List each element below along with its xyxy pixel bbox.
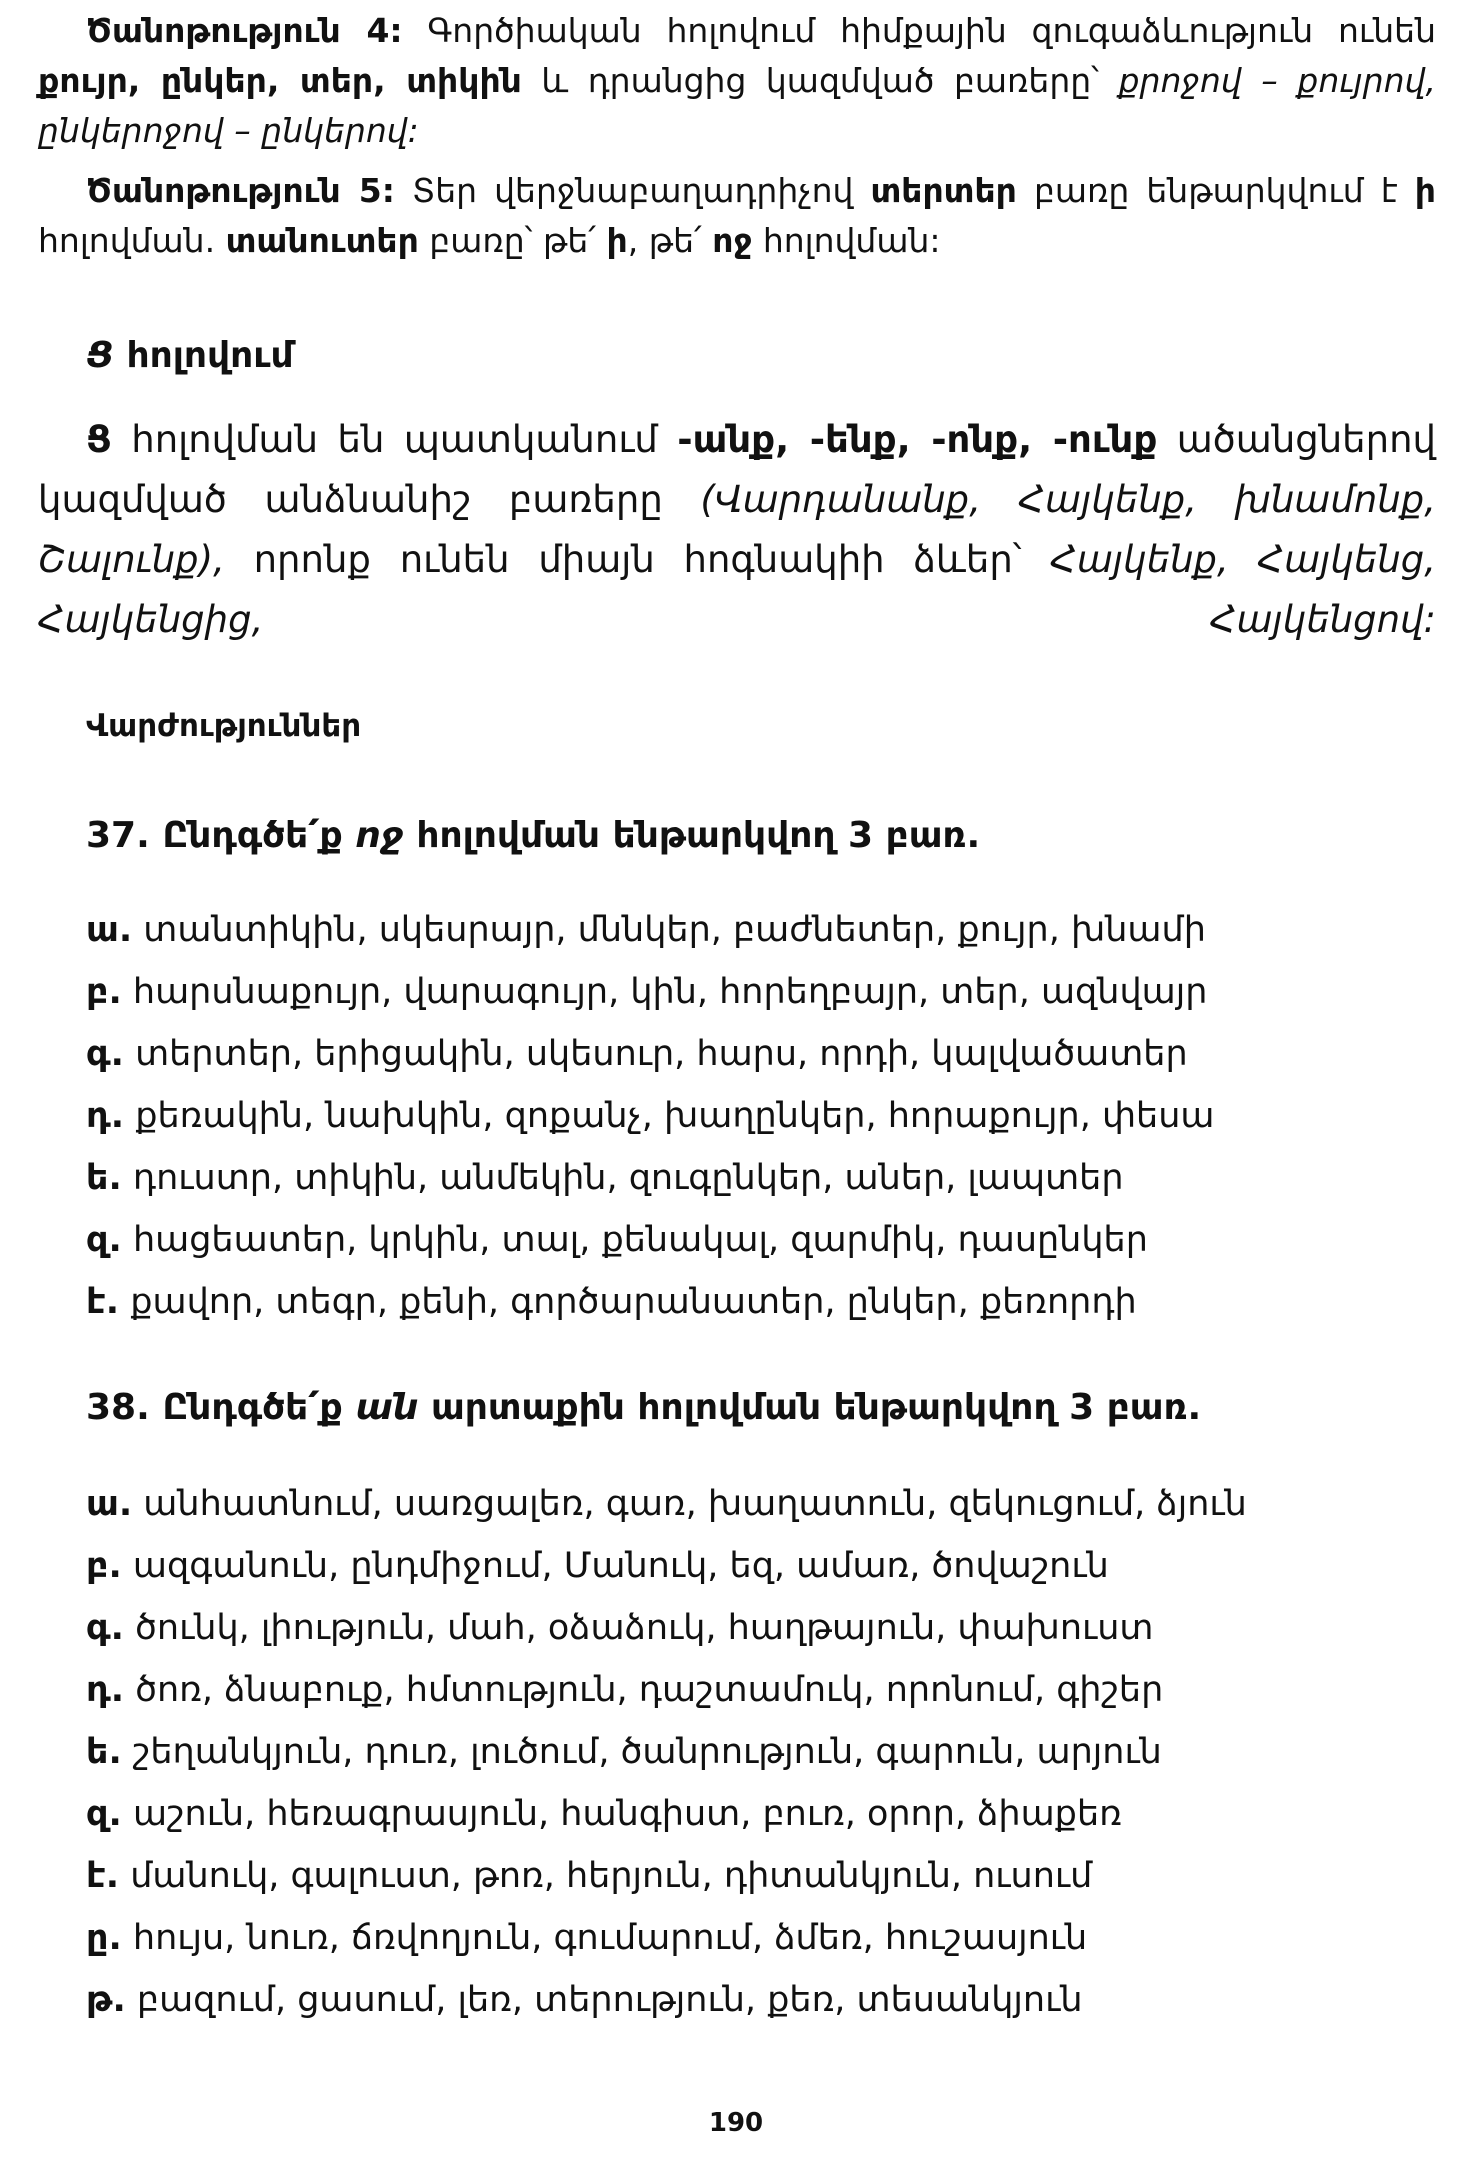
option-text: ծունկ, լիություն, մահ, օձաձուկ, հաղթայուն, փախուստ bbox=[135, 1608, 1154, 1648]
option-letter: թ. bbox=[86, 1980, 126, 2020]
option-text: բազում, ցասում, լեռ, տերություն, քեռ, տեսանկյուն bbox=[136, 1980, 1083, 2020]
question-37-option bbox=[86, 1218, 1148, 1262]
ts-rule-examples-1: (Վարդանանք, Հայկենք, խնամոնք, Շալունք), bbox=[38, 478, 1437, 581]
option-text: մանուկ, գալուստ, թոռ, հերյուն, դիտանկյուն, ուսում bbox=[130, 1856, 1093, 1896]
page-number: 190 bbox=[708, 2108, 764, 2138]
ts-rule-examples-2: Հայկենք, Հայկենց, Հայկենցից, Հայկենցով: bbox=[38, 538, 1436, 641]
exercises-heading: Վարժություններ bbox=[86, 708, 362, 744]
option-letter: բ. bbox=[86, 972, 122, 1012]
question-38-option bbox=[86, 1854, 1092, 1898]
note-5-label: Ծանոթություն 5: bbox=[86, 171, 395, 210]
question-38-option bbox=[86, 1606, 1154, 1650]
question-37-option bbox=[86, 908, 1206, 952]
option-text: դուստր, տիկին, անմեկին, զուգընկեր, աներ, լապտեր bbox=[132, 1158, 1124, 1198]
question-38-option bbox=[86, 1916, 1087, 1960]
option-letter: ե. bbox=[86, 1732, 122, 1772]
option-text: տերտեր, երիցակին, սկեսուր, հարս, որդի, կալվածատեր bbox=[135, 1034, 1188, 1074]
option-letter: ը. bbox=[86, 1918, 122, 1958]
note-4-label: Ծանոթություն 4: bbox=[86, 11, 403, 50]
option-text: տանտիկին, սկեսրայր, մննկեր, բաժնետեր, քույր, խնամի bbox=[143, 910, 1206, 950]
question-37-text-2: հոլովման ենթարկվող 3 բառ. bbox=[403, 815, 981, 856]
question-37-option bbox=[86, 970, 1207, 1014]
question-38-italic: ան bbox=[355, 1387, 419, 1428]
section-heading-letter: Ց bbox=[86, 335, 114, 376]
option-text: անհատնում, սառցալեռ, գառ, խաղատուն, զեկուցում, ձյուն bbox=[143, 1484, 1247, 1524]
question-38-option bbox=[86, 1482, 1247, 1526]
question-37-text-1: Ընդգծե՛ք bbox=[149, 815, 356, 856]
section-heading-ts bbox=[86, 334, 294, 378]
option-text: հույս, նուռ, ճռվողյուն, գումարում, ձմեռ, հուշասյուն bbox=[132, 1918, 1088, 1958]
option-letter: բ. bbox=[86, 1546, 122, 1586]
option-text: քեռակին, նախկին, զոքանչ, խաղընկեր, հորաքույր, փեսա bbox=[135, 1096, 1215, 1136]
option-letter: դ. bbox=[86, 1096, 125, 1136]
note-5-text-5: , թե՛ bbox=[627, 221, 713, 260]
question-37-italic: ոջ bbox=[355, 815, 404, 856]
question-38-option bbox=[86, 1730, 1162, 1774]
note-5-text-4: բառը՝ թե՛ bbox=[418, 221, 607, 260]
ts-rule-text-2: ածանցներով կազմված անձնանիշ բառերը bbox=[38, 418, 1436, 521]
question-38-option bbox=[86, 1544, 1109, 1588]
option-text: շեղանկյուն, դուռ, լուծում, ծանրություն, գարուն, արյուն bbox=[132, 1732, 1162, 1772]
option-letter: ե. bbox=[86, 1158, 122, 1198]
question-38-number: 38. bbox=[86, 1387, 150, 1428]
note-5-text-1: Տեր վերջնաբաղադրիչով bbox=[394, 171, 871, 210]
question-38-text-1: Ընդգծե՛ք bbox=[149, 1387, 356, 1428]
question-37-title bbox=[86, 814, 980, 858]
question-37-option bbox=[86, 1032, 1188, 1076]
note-4-text-2: և դրանցից կազմված բառերը՝ bbox=[521, 61, 1119, 100]
note-4-text-1: Գործիական հոլովում հիմքային զուգաձևություն ունեն bbox=[402, 11, 1436, 50]
option-text: ծոռ, ձնաբուք, հմտություն, դաշտամուկ, որոնում, գիշեր bbox=[135, 1670, 1164, 1710]
ts-rule-text-3: որոնք ունեն միայն հոգնակիի ձևեր՝ bbox=[224, 538, 1051, 581]
note-5-bold-2: ի bbox=[1414, 171, 1436, 210]
ts-rule-letter: Ց bbox=[86, 418, 112, 461]
option-letter: զ. bbox=[86, 1220, 122, 1260]
note-5 bbox=[38, 166, 1436, 266]
option-letter: ա. bbox=[86, 1484, 133, 1524]
option-letter: գ. bbox=[86, 1034, 124, 1074]
ts-rule-suffixes: -անք, -ենք, -ոնք, -ունք bbox=[677, 418, 1158, 461]
option-letter: է. bbox=[86, 1282, 120, 1322]
option-letter: է. bbox=[86, 1856, 120, 1896]
note-5-bold-5: ոջ bbox=[712, 221, 753, 260]
question-38-option bbox=[86, 1668, 1163, 1712]
note-4-bold-words: քույր, ընկեր, տեր, տիկին bbox=[38, 61, 522, 100]
option-text: հարսնաքույր, վարագույր, կին, հորեղբայր, տեր, ազնվայր bbox=[132, 972, 1208, 1012]
option-letter: ա. bbox=[86, 910, 133, 950]
note-5-bold-3: տանուտեր bbox=[225, 221, 419, 260]
ts-rule-text-1: հոլովման են պատկանում bbox=[111, 418, 678, 461]
ts-rule-paragraph bbox=[38, 410, 1436, 710]
question-38-option bbox=[86, 1978, 1083, 2022]
option-text: քավոր, տեգր, քենի, գործարանատեր, ընկեր, քեռորդի bbox=[130, 1282, 1137, 1322]
note-4-examples: քրոջով – քույրով, ընկերոջով – ընկերով: bbox=[38, 61, 1436, 150]
option-text: հացեատեր, կրկին, տալ, քենակալ, զարմիկ, դասընկեր bbox=[132, 1220, 1148, 1260]
note-5-bold-4: ի bbox=[606, 221, 628, 260]
option-letter: զ. bbox=[86, 1794, 122, 1834]
question-37-option bbox=[86, 1280, 1137, 1324]
question-38-option bbox=[86, 1792, 1122, 1836]
note-5-text-6: հոլովման: bbox=[752, 221, 941, 260]
option-letter: դ. bbox=[86, 1670, 125, 1710]
option-text: ազգանուն, ընդմիջում, Մանուկ, եզ, ամառ, ծովաշուն bbox=[132, 1546, 1109, 1586]
note-5-bold-1: տերտեր bbox=[870, 171, 1017, 210]
question-37-option bbox=[86, 1094, 1215, 1138]
section-heading-text: հոլովում bbox=[113, 335, 294, 376]
question-38-text-2: արտաքին հոլովման ենթարկվող 3 բառ. bbox=[418, 1387, 1202, 1428]
option-text: աշուն, հեռագրասյուն, հանգիստ, բուռ, օրոր, ձիաքեռ bbox=[132, 1794, 1122, 1834]
note-5-text-3: հոլովման. bbox=[38, 221, 226, 260]
option-letter: գ. bbox=[86, 1608, 124, 1648]
note-5-text-2: բառը ենթարկվում է bbox=[1016, 171, 1415, 210]
question-37-number: 37. bbox=[86, 815, 150, 856]
question-38-title bbox=[86, 1386, 1201, 1430]
question-37-option bbox=[86, 1156, 1124, 1200]
note-4 bbox=[38, 6, 1436, 156]
